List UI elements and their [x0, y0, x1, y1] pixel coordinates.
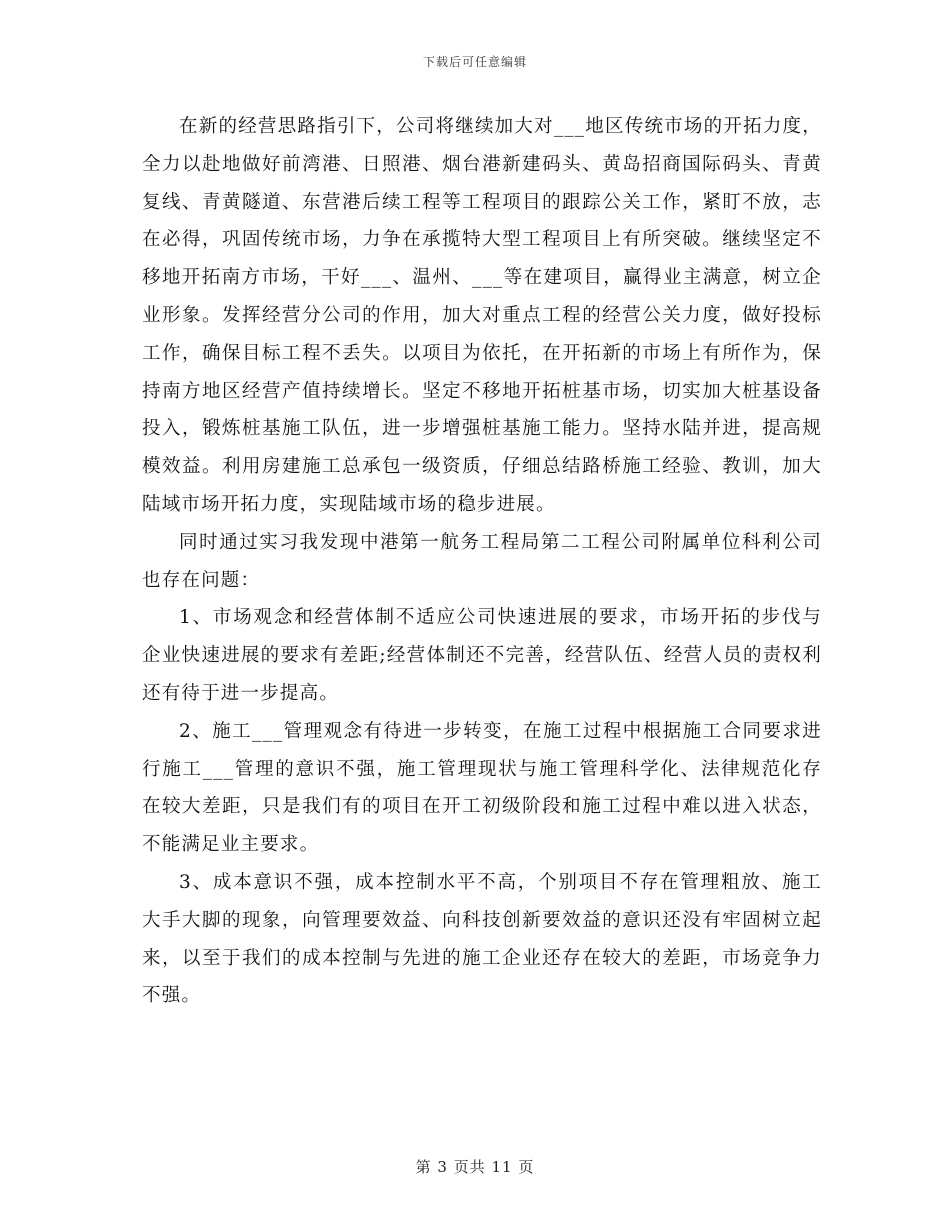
paragraph-issue-2: 2、施工___管理观念有待进一步转变，在施工过程中根据施工合同要求进行施工___管理的意识不强，施工管理现状与施工管理科学化、法律规范化存在较大差距，只是我们有的项目在开工初级阶段和施工过程中难以进入状态，不能满足业主要求。 — [142, 720, 822, 856]
document-body — [142, 108, 822, 1015]
paragraph-issue-3: 3、成本意识不强，成本控制水平不高，个别项目不存在管理粗放、施工大手大脚的现象，向管理要效益、向科技创新要效益的意识还没有牢固树立起来，以至于我们的成本控制与先进的施工企业还存在较大的差距，市场竞争力不强。 — [142, 871, 822, 1007]
page-number: 第 3 页共 11 页 — [415, 1158, 535, 1176]
paragraph-issue-1: 1、市场观念和经营体制不适应公司快速进展的要求，市场开拓的步伐与企业快速进展的要求有差距;经营体制还不完善，经营队伍、经营人员的责权利还有待于进一步提高。 — [142, 607, 822, 704]
paragraph-issues-intro: 同时通过实习我发现中港第一航务工程局第二工程公司附属单位科利公司也存在问题： — [142, 531, 822, 591]
page-header: 下载后可任意编辑 — [422, 55, 527, 69]
paragraph-market-strategy: 在新的经营思路指引下，公司将继续加大对___地区传统市场的开拓力度，全力以赴地做好前湾港、日照港、烟台港新建码头、黄岛招商国际码头、青黄复线、青黄隧道、东营港后续工程等工程项目的跟踪公关工作，紧盯不放，志在必得，巩固传统市场，力争在承揽特大型工程项目上有所突破。继续坚定不移地开拓南方市场，干好___、温州、___等在建项目，赢得业主满意，树立企业形象。发挥经营分公司的作用，加大对重点工程的经营公关力度，做好投标工作，确保目标工程不丢失。以项目为依托，在开拓新的市场上有所作为，保持南方地区经营产值持续增长。坚定不移地开拓桩基市场，切实加大桩基设备投入，锻炼桩基施工队伍，进一步增强桩基施工能力。坚持水陆并进，提高规模效益。利用房建施工总承包一级资质，仔细总结路桥施工经验、教训，加大陆域市场开拓力度，实现陆域市场的稳步进展。 — [142, 116, 822, 515]
